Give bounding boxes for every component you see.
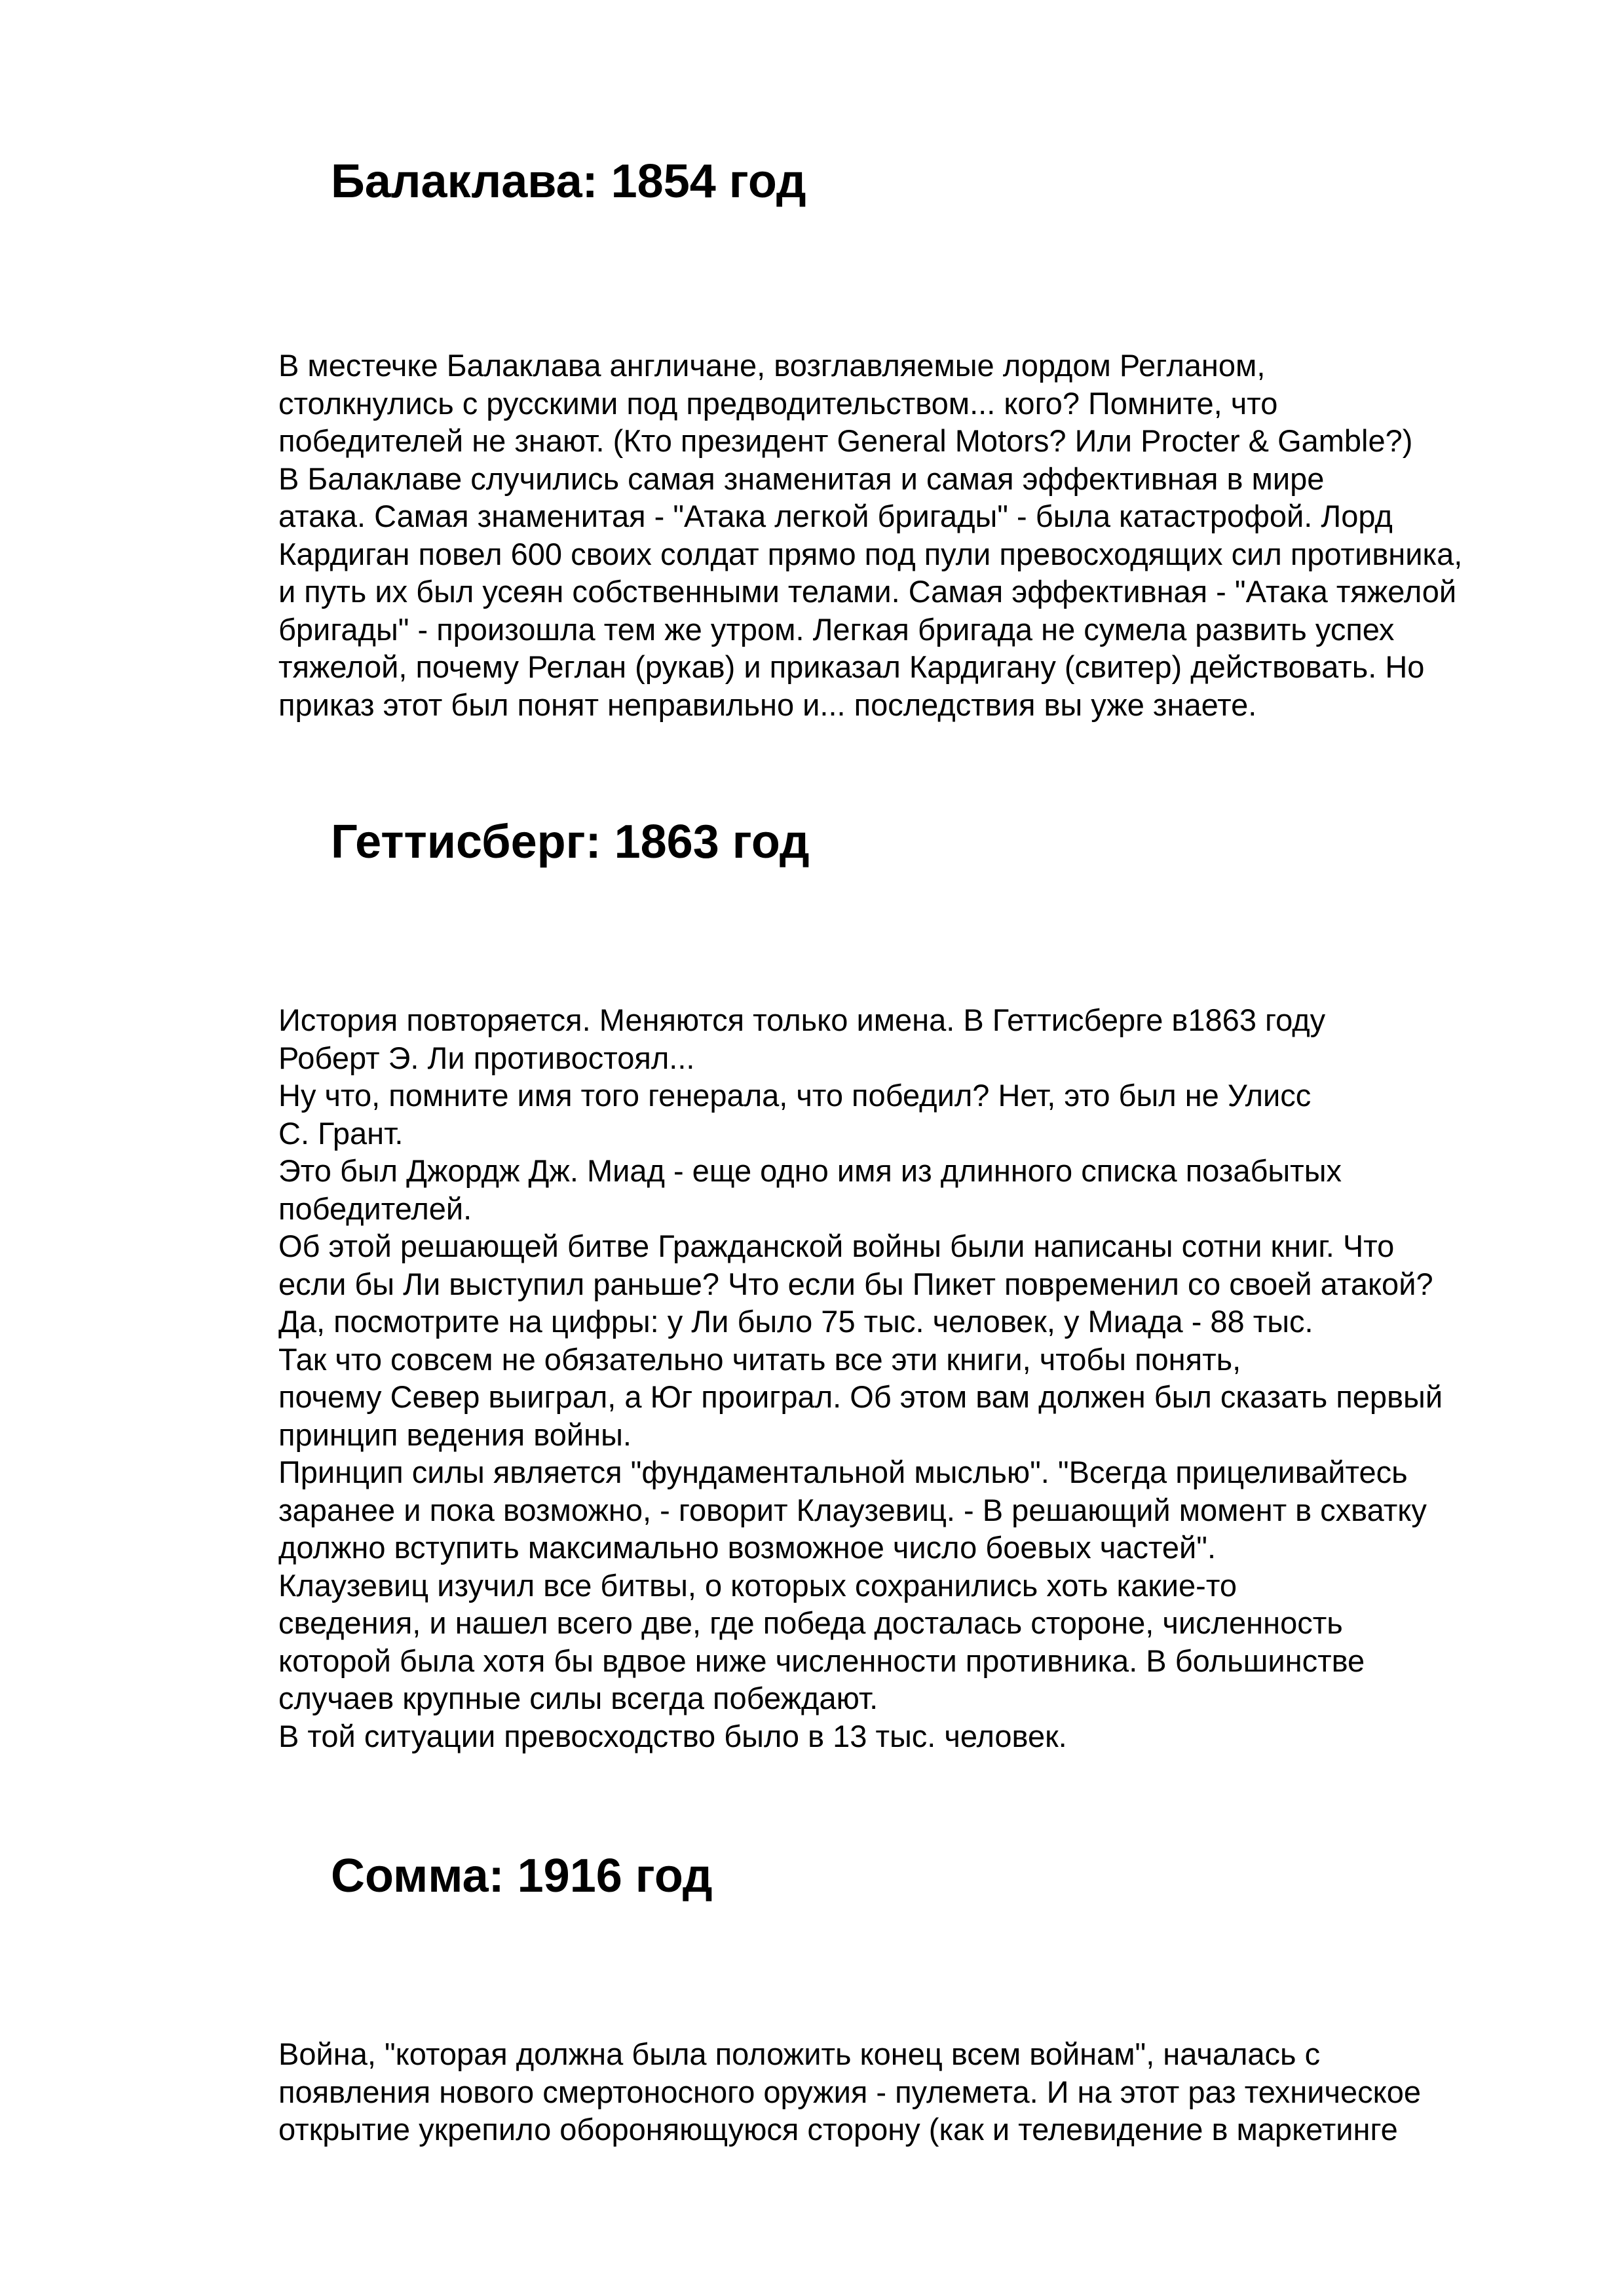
text-line: Об этой решающей битве Гражданской войны были написаны сотни книг. Что [278,1229,1395,1263]
paragraph [234,1453,1518,1567]
section-body [234,1001,1518,1755]
text-line: приказ этот был понят неправильно и... последствия вы уже знаете. [278,687,1257,722]
text-line: Это был Джордж Дж. Миад - еще одно имя из длинного списка позабытых [278,1153,1342,1188]
text-line: победителей не знают. (Кто президент General Motors? Или Procter & Gamble?) [278,423,1413,458]
text-line: заранее и пока возможно, - говорит Клаузевиц. - В решающий момент в схватку [278,1492,1427,1527]
text-line: почему Север выиграл, а Юг проиграл. Об этом вам должен был сказать первый [278,1379,1443,1414]
text-line: бригады" - произошла тем же утром. Легкая бригада не сумела развить успех [278,611,1395,647]
section-body [234,347,1518,723]
text-line: В Балаклаве случились самая знаменитая и самая эффективная в мире [278,461,1325,496]
text-line: Да, посмотрите на цифры: у Ли было 75 тыс. человек, у Миада - 88 тыс. [278,1304,1313,1339]
paragraph [234,1227,1518,1341]
section-gettysburg [234,813,1518,1755]
text-line: В местечке Балаклава англичане, возглавляемые лордом Регланом, [278,348,1266,383]
text-line: С. Грант. [278,1115,404,1151]
text-line: если бы Ли выступил раньше? Что если бы Пикет повременил со своей атакой? [278,1266,1433,1301]
paragraph [234,347,1518,460]
section-body [234,2035,1518,2149]
text-line: Война, "которая должна была положить конец всем войнам", началась с [278,2037,1321,2071]
section-heading: Геттисберг: 1863 год [331,816,810,868]
text-line: атака. Самая знаменитая - "Атака легкой бригады" - была катастрофой. Лорд [278,499,1393,533]
text-line: Так что совсем не обязательно читать все эти книги, чтобы понять, [278,1341,1241,1377]
text-line: столкнулись с русскими под предводительством... кого? Помните, что [278,385,1278,421]
text-line: тяжелой, почему Реглан (рукав) и приказал Кардигану (свитер) действовать. Но [278,649,1425,684]
text-line: открытие укрепило обороняющуюся сторону (как и телевидение в маркетинге [278,2112,1398,2147]
text-line: победителей. [278,1191,472,1226]
text-line: которой была хотя бы вдвое ниже численности противника. В большинстве [278,1643,1365,1678]
paragraph [234,460,1518,724]
paragraph [234,1077,1518,1152]
section-heading: Балаклава: 1854 год [331,155,806,208]
text-line: и путь их был усеян собственными телами. Самая эффективная - "Атака тяжелой [278,574,1457,609]
text-line: Клаузевиц изучил все битвы, о которых сохранились хоть какие-то [278,1567,1237,1603]
paragraph [234,1341,1518,1454]
text-line: В той ситуации превосходство было в 13 тыс. человек. [278,1718,1067,1753]
text-line: сведения, и нашел всего две, где победа досталась стороне, численность [278,1605,1343,1640]
text-line: Роберт Э. Ли противостоял... [278,1040,695,1075]
paragraph [234,1152,1518,1227]
text-line: Кардиган повел 600 своих солдат прямо под пули превосходящих сил противника, [278,536,1463,571]
paragraph [234,1567,1518,1717]
paragraph [234,1001,1518,1077]
section-somme [234,1846,1518,2149]
text-line: принцип ведения войны. [278,1417,632,1452]
text-line: Принцип силы является "фундаментальной мыслью". "Всегда прицеливайтесь [278,1455,1408,1489]
section-balaklava [234,152,1518,723]
text-line: случаев крупные силы всегда побеждают. [278,1681,878,1715]
paragraph [234,2035,1518,2149]
text-line: должно вступить максимально возможное число боевых частей". [278,1530,1217,1565]
text-line: Ну что, помните имя того генерала, что победил? Нет, это был не Улисс [278,1078,1312,1113]
paragraph [234,1717,1518,1755]
text-line: появления нового смертоносного оружия - пулемета. И на этот раз техническое [278,2074,1422,2109]
section-heading: Сомма: 1916 год [331,1850,713,1902]
text-line: История повторяется. Меняются только имена. В Геттисберге в1863 году [278,1003,1326,1037]
